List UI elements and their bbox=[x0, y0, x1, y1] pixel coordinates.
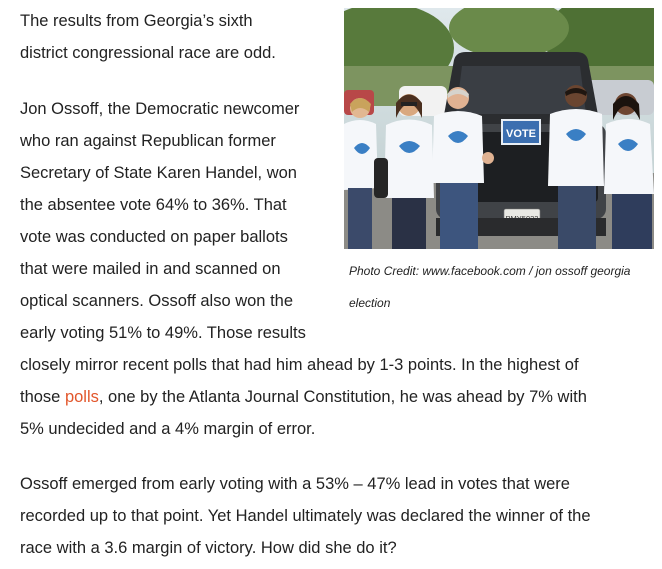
paragraph-2-line-5: vote was conducted on paper ballots bbox=[20, 228, 288, 246]
paragraph-2-line-9: closely mirror recent polls that had him ahead by 1-3 points. In the highest of bbox=[20, 356, 579, 374]
paragraph-2-line-4: the absentee vote 64% to 36%. That bbox=[20, 196, 287, 214]
paragraph-2-line-8: early voting 51% to 49%. Those results bbox=[20, 324, 306, 342]
photo-caption-line-2: election bbox=[349, 296, 391, 310]
paragraph-1-line-1: The results from Georgia’s sixth bbox=[20, 12, 253, 30]
paragraph-2-line-6: that were mailed in and scanned on bbox=[20, 260, 281, 278]
paragraph-3-line-3: race with a 3.6 margin of victory. How did she do it? bbox=[20, 539, 397, 557]
vote-sign-text: VOTE bbox=[506, 128, 536, 140]
paragraph-3-line-1: Ossoff emerged from early voting with a 53% – 47% lead in votes that were bbox=[20, 475, 570, 493]
paragraph-2-line-10 bbox=[20, 387, 587, 407]
line-10-text-after: , one by the Atlanta Journal Constitution, he was ahead by 7% with bbox=[98, 388, 587, 406]
line-10-text-before: those bbox=[20, 388, 65, 406]
campaign-photo-illustration bbox=[344, 8, 654, 249]
paragraph-2-line-3: Secretary of State Karen Handel, won bbox=[20, 164, 297, 182]
paragraph-2-line-1: Jon Ossoff, the Democratic newcomer bbox=[20, 100, 300, 118]
polls-link[interactable]: polls bbox=[64, 388, 99, 406]
paragraph-1-line-2: district congressional race are odd. bbox=[20, 44, 276, 62]
paragraph-2-line-2: who ran against Republican former bbox=[20, 132, 276, 150]
paragraph-2-line-7: optical scanners. Ossoff also won the bbox=[20, 292, 294, 310]
paragraph-2-line-11: 5% undecided and a 4% margin of error. bbox=[20, 420, 316, 438]
campaign-photo bbox=[344, 8, 654, 249]
paragraph-3-line-2: recorded up to that point. Yet Handel ultimately was declared the winner of the bbox=[20, 507, 591, 525]
photo-caption-line-1: Photo Credit: www.facebook.com / jon ossoff georgia bbox=[349, 264, 631, 278]
